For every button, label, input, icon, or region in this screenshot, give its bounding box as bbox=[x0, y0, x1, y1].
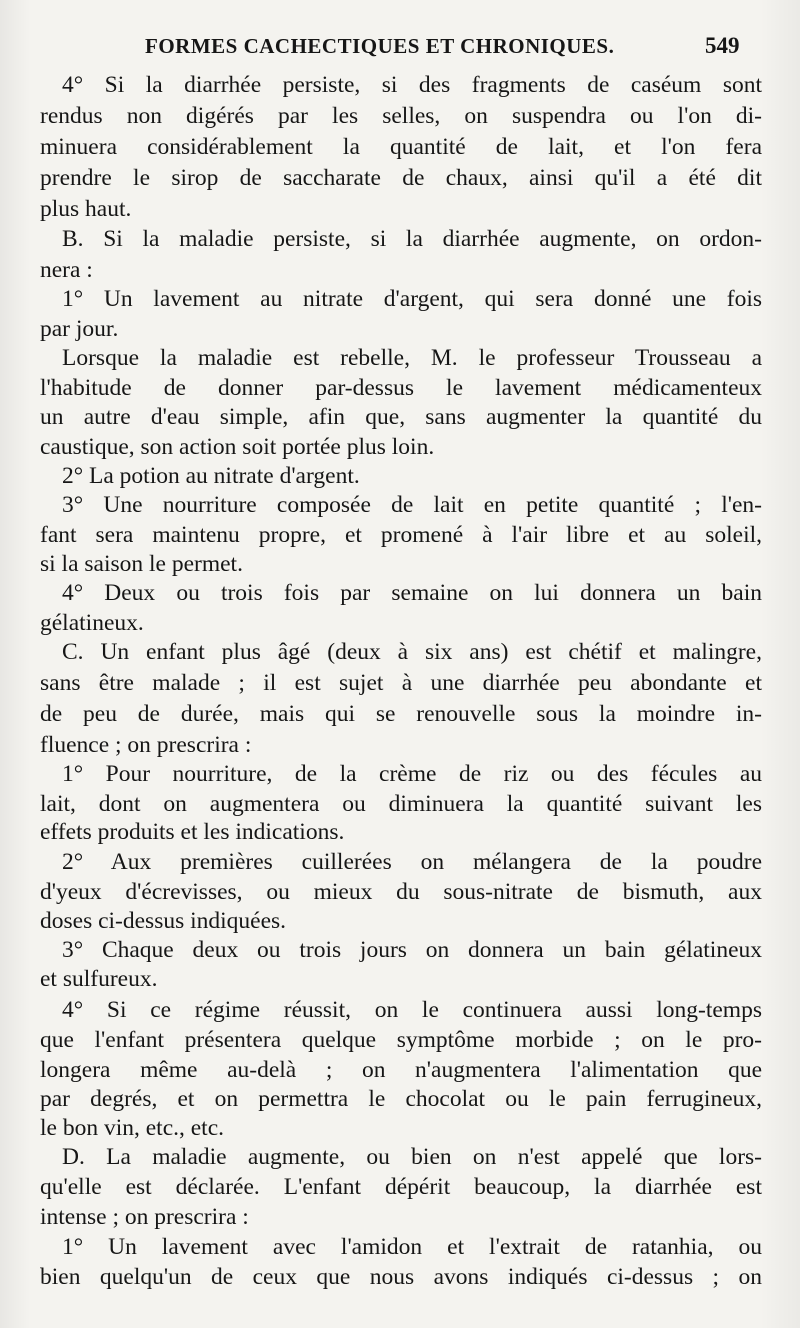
text-line: par jour. bbox=[40, 316, 119, 342]
text-line: 4° Deux ou trois fois par semaine on lui donnera un bain bbox=[62, 580, 762, 606]
text-line: que l'enfant présentera quelque symptôme morbide ; on le pro- bbox=[40, 1027, 762, 1053]
text-line: rendus non digérés par les selles, on suspendra ou l'on di- bbox=[40, 103, 762, 129]
text-line: bien quelqu'un de ceux que nous avons indiqués ci-dessus ; on bbox=[40, 1264, 762, 1290]
text-line: caustique, son action soit portée plus loin. bbox=[40, 434, 435, 460]
text-line: le bon vin, etc., etc. bbox=[40, 1115, 225, 1141]
text-line: 4° Si ce régime réussit, on le continuera aussi long-temps bbox=[62, 997, 762, 1023]
text-line: 1° Un lavement au nitrate d'argent, qui sera donné une fois bbox=[62, 286, 762, 312]
text-line: qu'elle est déclarée. L'enfant dépérit beaucoup, la diarrhée est bbox=[40, 1174, 762, 1200]
text-line: 3° Chaque deux ou trois jours on donnera un bain gélatineux bbox=[62, 937, 762, 963]
text-line: par degrés, et on permettra le chocolat ou le pain ferrugineux, bbox=[40, 1086, 762, 1112]
text-line: de peu de durée, mais qui se renouvelle sous la moindre in- bbox=[40, 701, 762, 727]
text-line: plus haut. bbox=[40, 196, 132, 222]
text-line: C. Un enfant plus âgé (deux à six ans) est chétif et malingre, bbox=[62, 639, 762, 665]
text-line: 2° Aux premières cuillerées on mélangera de la poudre bbox=[62, 849, 762, 875]
text-line: minuera considérablement la quantité de lait, et l'on fera bbox=[40, 134, 762, 160]
text-line: doses ci-dessus indiquées. bbox=[40, 908, 287, 934]
text-line: intense ; on prescrira : bbox=[40, 1204, 249, 1230]
text-line: effets produits et les indications. bbox=[40, 819, 345, 845]
text-line: si la saison le permet. bbox=[40, 551, 243, 577]
text-line: D. La maladie augmente, ou bien on n'est appelé que lors- bbox=[62, 1144, 762, 1170]
text-line: fluence ; on prescrira : bbox=[40, 732, 252, 758]
running-header: FORMES CACHECTIQUES ET CHRONIQUES. bbox=[145, 34, 615, 58]
text-line: 3° Une nourriture composée de lait en petite quantité ; l'en- bbox=[62, 492, 762, 518]
text-line: gélatineux. bbox=[40, 610, 144, 636]
text-line: 1° Un lavement avec l'amidon et l'extrait de ratanhia, ou bbox=[62, 1234, 762, 1260]
text-line: lait, dont on augmentera ou diminuera la quantité suivant les bbox=[40, 791, 762, 817]
text-line: 1° Pour nourriture, de la crème de riz ou des fécules au bbox=[62, 761, 762, 787]
text-line: d'yeux d'écrevisses, ou mieux du sous-nitrate de bismuth, aux bbox=[40, 879, 762, 905]
text-line: et sulfureux. bbox=[40, 966, 158, 992]
text-line: un autre d'eau simple, afin que, sans augmenter la quantité du bbox=[40, 404, 762, 430]
text-line: sans être malade ; il est sujet à une diarrhée peu abondante et bbox=[40, 670, 762, 696]
text-line: l'habitude de donner par-dessus le lavement médicamenteux bbox=[40, 375, 762, 401]
text-line: longera même au-delà ; on n'augmentera l'alimentation que bbox=[40, 1057, 762, 1083]
text-line: nera : bbox=[40, 257, 93, 283]
text-line: Lorsque la maladie est rebelle, M. le professeur Trousseau a bbox=[62, 345, 762, 371]
text-line: fant sera maintenu propre, et promené à l'air libre et au soleil, bbox=[40, 522, 762, 548]
text-line: 4° Si la diarrhée persiste, si des fragments de caséum sont bbox=[62, 72, 762, 98]
page-number: 549 bbox=[705, 33, 740, 58]
text-line: 2° La potion au nitrate d'argent. bbox=[62, 463, 360, 489]
text-line: B. Si la maladie persiste, si la diarrhée augmente, on ordon- bbox=[62, 226, 762, 252]
text-line: prendre le sirop de saccharate de chaux, ainsi qu'il a été dit bbox=[40, 165, 762, 191]
